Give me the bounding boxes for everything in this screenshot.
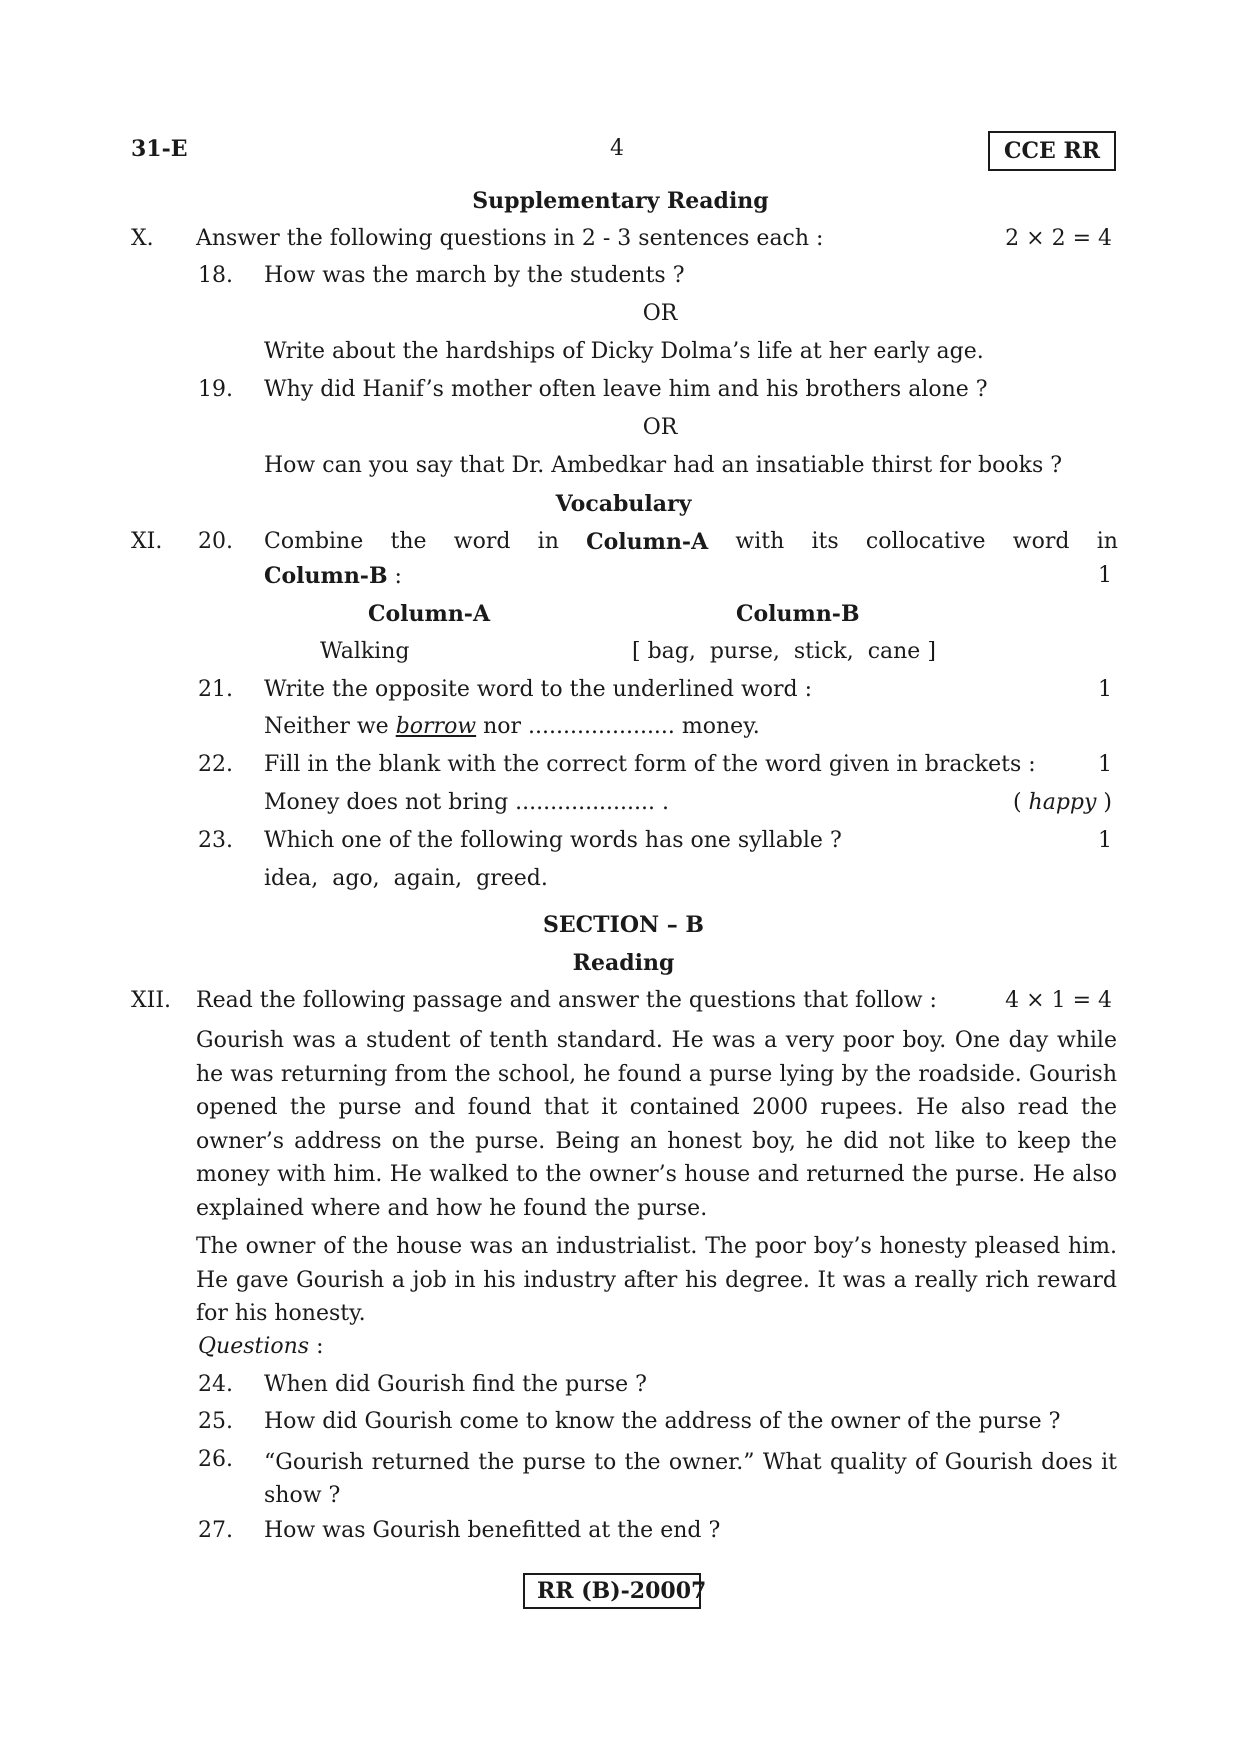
series-box: CCE RR xyxy=(988,131,1116,171)
column-a-item: Walking xyxy=(320,639,410,664)
column-b-item: [ bag, purse, stick, cane ] xyxy=(632,639,936,664)
q18-text: How was the march by the students ? xyxy=(264,263,685,288)
q20-number: 20. xyxy=(198,529,233,554)
q22-text: Fill in the blank with the correct form of the word given in brackets : xyxy=(264,752,1036,777)
section-b-title: SECTION – B xyxy=(542,912,704,938)
q20-line1 xyxy=(264,528,1118,556)
q20-word: word xyxy=(1012,529,1070,554)
q22-hint xyxy=(960,789,1112,817)
or-divider-2: OR xyxy=(642,415,678,440)
reading-heading: Reading xyxy=(572,950,675,976)
q20-word: Column-A xyxy=(586,529,709,555)
column-a-heading: Column-A xyxy=(368,601,491,627)
q22-hint-word: happy xyxy=(1028,790,1097,815)
q22-bracket-close: ) xyxy=(1096,790,1112,815)
reading-instruction: Read the following passage and answer the questions that follow : xyxy=(196,988,937,1013)
q21-sentence xyxy=(264,713,760,741)
q20-word: word xyxy=(453,529,511,554)
q21-number: 21. xyxy=(198,677,233,702)
q20-word: Combine xyxy=(264,529,364,554)
vocabulary-heading: Vocabulary xyxy=(555,491,692,517)
or-divider-1: OR xyxy=(642,301,678,326)
q21-text: Write the opposite word to the underlined word : xyxy=(264,677,813,702)
q20-word: in xyxy=(1096,529,1118,554)
q26-text: “Gourish returned the purse to the owner.” What quality of Gourish does it show ? xyxy=(264,1450,1117,1508)
q26-number: 26. xyxy=(198,1447,233,1472)
q19-alternative: How can you say that Dr. Ambedkar had an insatiable thirst for books ? xyxy=(264,453,1063,478)
roman-xii: XII. xyxy=(131,988,172,1013)
q19-text: Why did Hanif’s mother often leave him and his brothers alone ? xyxy=(264,377,988,402)
page-number: 4 xyxy=(610,136,624,161)
reading-marks: 4 × 1 = 4 xyxy=(1005,988,1112,1013)
paper-code: 31-E xyxy=(131,136,188,162)
q25-text: How did Gourish come to know the address of the owner of the purse ? xyxy=(264,1409,1061,1434)
q22-sentence: Money does not bring .................... . xyxy=(264,790,669,815)
column-b-heading: Column-B xyxy=(736,601,860,627)
q21-marks: 1 xyxy=(1098,677,1112,702)
q20-word: its xyxy=(811,529,839,554)
q24-number: 24. xyxy=(198,1372,233,1397)
supplementary-marks: 2 × 2 = 4 xyxy=(1005,226,1112,251)
q27-number: 27. xyxy=(198,1518,233,1543)
q23-options: idea, ago, again, greed. xyxy=(264,866,548,891)
questions-label-colon: : xyxy=(309,1334,324,1359)
passage-paragraph-1: Gourish was a student of tenth standard. He was a very poor boy. One day while he was returning from the school, he found a purse lying by the roadside. Gourish opened the purse and found that it contained 2000 rupees. He also read the owner’s address on the purse. Being an honest boy, he did not like to keep the money with him. He walked to the owner’s house and returned the purse. He also explained where and how he found the purse. xyxy=(196,1028,1117,1221)
q19-number: 19. xyxy=(198,377,233,402)
q23-text: Which one of the following words has one syllable ? xyxy=(264,828,842,853)
q22-bracket-open: ( xyxy=(1012,790,1029,815)
passage-paragraph-2: The owner of the house was an industrialist. The poor boy’s honesty pleased him. He gave Gourish a job in his industry after his degree. It was a really rich reward for his honesty. xyxy=(196,1234,1117,1326)
q24-text: When did Gourish find the purse ? xyxy=(264,1372,647,1397)
q20-word: in xyxy=(537,529,559,554)
roman-xi: XI. xyxy=(131,529,163,554)
q22-marks: 1 xyxy=(1098,752,1112,777)
q20-word: collocative xyxy=(865,529,986,554)
roman-x: X. xyxy=(131,226,154,251)
q23-number: 23. xyxy=(198,828,233,853)
q20-marks: 1 xyxy=(1098,563,1112,588)
questions-label xyxy=(198,1333,324,1361)
q20-word: with xyxy=(735,529,785,554)
supplementary-heading: Supplementary Reading xyxy=(472,188,769,214)
q25-number: 25. xyxy=(198,1409,233,1434)
q23-marks: 1 xyxy=(1098,828,1112,853)
supplementary-instruction: Answer the following questions in 2 - 3 sentences each : xyxy=(196,226,824,251)
q21-underlined-word: borrow xyxy=(395,714,477,739)
q20-column-b-label: Column-B xyxy=(264,563,388,589)
q18-alternative: Write about the hardships of Dicky Dolma’s life at her early age. xyxy=(264,339,984,364)
q18-number: 18. xyxy=(198,263,233,288)
q21-pre: Neither we xyxy=(264,714,396,739)
q22-number: 22. xyxy=(198,752,233,777)
footer-code-box: RR (B)-20007 xyxy=(523,1573,701,1609)
q20-colon: : xyxy=(387,564,402,589)
questions-label-text: Questions xyxy=(198,1334,310,1359)
q27-text: How was Gourish benefitted at the end ? xyxy=(264,1518,721,1543)
q20-line2 xyxy=(264,562,402,591)
q21-post: nor ..................... money. xyxy=(476,714,760,739)
q20-word: the xyxy=(390,529,427,554)
